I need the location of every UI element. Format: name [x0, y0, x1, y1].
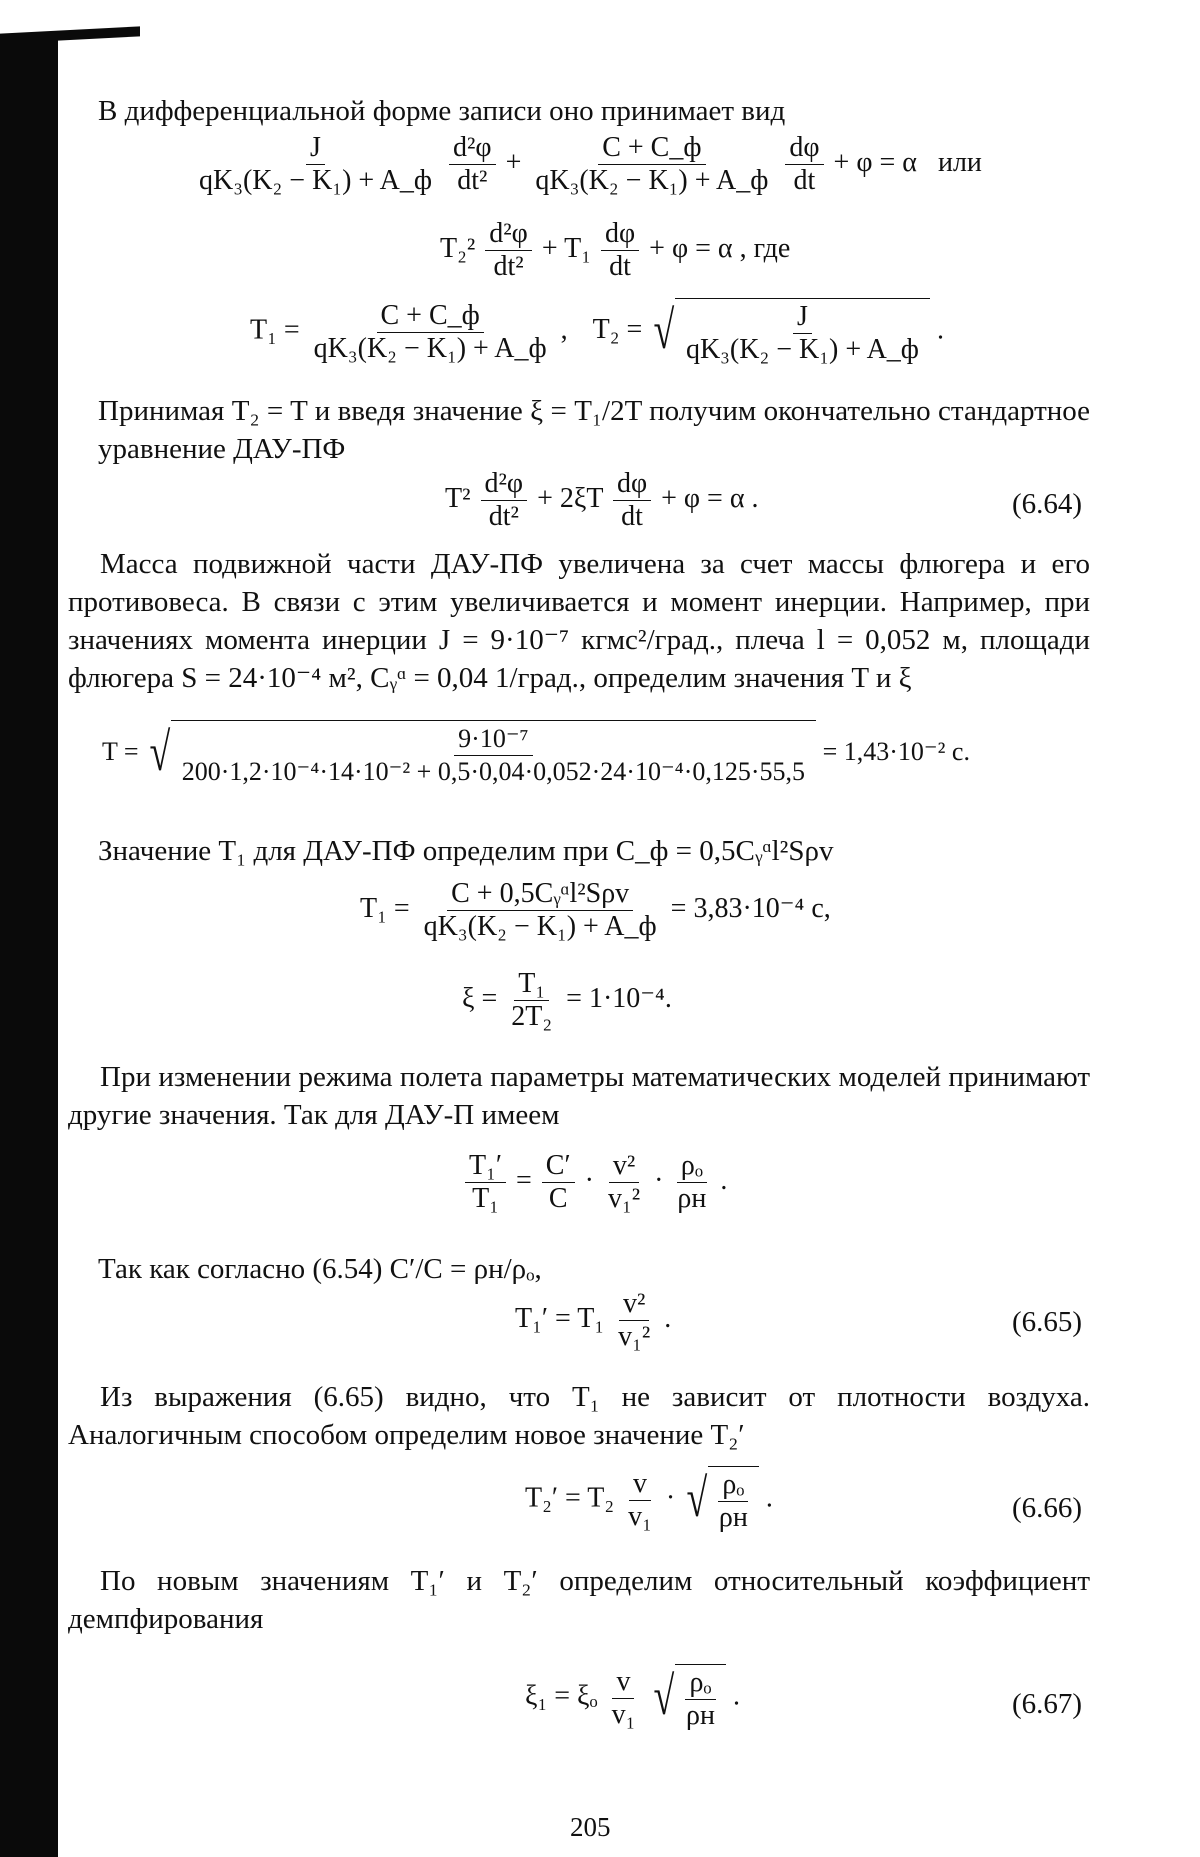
- equation-6-65: [515, 1288, 671, 1353]
- numerator: ρₒ: [685, 1667, 715, 1700]
- fraction: [613, 468, 651, 533]
- fraction: [449, 132, 496, 197]
- radical-sign: √: [149, 722, 171, 782]
- fraction: [682, 1667, 719, 1732]
- dot-operator: ·: [665, 1482, 676, 1514]
- denominator: v₁: [628, 1500, 652, 1532]
- equation-lead: T =: [102, 736, 139, 766]
- denominator: qK₃(K₂ − K₁) + A_ф: [313, 332, 547, 364]
- equation-lead: T₂²: [440, 232, 476, 264]
- denominator: qK₃(K₂ − K₁) + A_ф: [685, 334, 919, 365]
- numerator: C′: [542, 1150, 575, 1183]
- equation-mid: + T₁: [541, 232, 591, 264]
- numerator: T₁′: [465, 1150, 506, 1183]
- denominator: ρн: [718, 1502, 748, 1533]
- equation-tail: = 1·10⁻⁴.: [566, 982, 672, 1014]
- equation-mid: + 2ξT: [537, 482, 603, 514]
- denominator: dt: [793, 165, 816, 196]
- equation-tail: = 3,83·10⁻⁴ с,: [670, 892, 831, 924]
- square-root: [682, 1466, 759, 1534]
- equation-6-64: [445, 468, 759, 533]
- numerator: J: [306, 132, 325, 165]
- radical-sign: √: [686, 1468, 708, 1528]
- intro-text: В дифференциальной форме записи оно принимает вид: [98, 95, 786, 127]
- paragraph-5: Так как согласно (6.54) C′/C = ρн/ρₒ,: [98, 1253, 542, 1285]
- fraction: [785, 132, 823, 197]
- equation-ratio: [462, 1150, 727, 1215]
- equation-3: [250, 298, 944, 366]
- numerator: dφ: [613, 468, 651, 501]
- denominator: dt: [621, 501, 643, 532]
- numerator: dφ: [785, 132, 823, 165]
- denominator: 2T₂: [511, 1001, 553, 1032]
- equation-tail: + φ = α: [833, 146, 917, 178]
- separator: ,: [560, 314, 568, 346]
- denominator: v₁: [611, 1698, 636, 1730]
- fraction: [715, 1469, 752, 1534]
- denominator: ρн: [677, 1183, 707, 1214]
- equation-lead: ξ =: [462, 982, 498, 1014]
- binding-edge: [0, 40, 58, 1857]
- denominator: qK₃(K₂ − K₁) + A_ф: [199, 165, 432, 196]
- equation-1: [192, 132, 982, 197]
- square-root: [649, 1664, 726, 1732]
- fraction: [682, 301, 923, 366]
- denominator: ρн: [686, 1700, 715, 1731]
- equation-6-67: [525, 1664, 740, 1732]
- denominator: v₁²: [607, 1183, 641, 1214]
- paragraph-4: При изменении режима полета параметры математических моделей принимают другие значения. Так для ДАУ-П имеем: [68, 1061, 1090, 1131]
- numerator: v: [629, 1468, 651, 1501]
- plus-sign: +: [505, 146, 522, 178]
- fraction: [608, 1666, 640, 1731]
- fraction: [195, 132, 436, 197]
- denominator: v₁²: [618, 1321, 651, 1352]
- fraction: [420, 878, 661, 943]
- equation-tail: = 1,43·10⁻² с.: [822, 736, 970, 766]
- denominator: qK₃(K₂ − K₁) + A_ф: [423, 911, 657, 942]
- equation-end: .: [664, 1302, 672, 1334]
- fraction: [178, 723, 809, 788]
- equation-end: .: [765, 1482, 773, 1514]
- fraction: [481, 468, 528, 533]
- numerator: 9·10⁻⁷: [454, 723, 532, 756]
- equation-T: [102, 720, 970, 788]
- numerator: ρₒ: [677, 1150, 707, 1183]
- fraction: [673, 1150, 710, 1215]
- fraction: [507, 968, 556, 1033]
- numerator: dφ: [601, 218, 639, 251]
- fraction: [542, 1150, 575, 1215]
- denominator: dt²: [493, 251, 524, 282]
- denominator: dt²: [488, 501, 519, 532]
- equation-word: или: [937, 146, 982, 178]
- equation-end: .: [720, 1164, 728, 1196]
- fraction: [485, 218, 532, 283]
- numerator: T₁: [514, 968, 549, 1001]
- square-root: [649, 298, 930, 366]
- page-number: 205: [570, 1812, 611, 1842]
- numerator: d²φ: [449, 132, 496, 165]
- equation-tail: + φ = α , где: [649, 232, 791, 264]
- equation-number: (6.64): [1012, 488, 1083, 520]
- numerator: v: [612, 1666, 634, 1699]
- dot-operator: ·: [654, 1164, 664, 1196]
- equation-tail: + φ = α .: [661, 482, 759, 514]
- denominator: dt: [609, 251, 631, 282]
- equation-T1: [360, 878, 831, 943]
- denominator: qK₃(K₂ − K₁) + A_ф: [535, 165, 769, 196]
- equation-lead: ξ₁ = ξₒ: [525, 1680, 598, 1712]
- numerator: d²φ: [485, 218, 532, 251]
- numerator: C + C_ф: [377, 300, 484, 333]
- numerator: C + C_ф: [598, 132, 705, 165]
- radical-sign: √: [653, 1666, 675, 1726]
- denominator: C: [548, 1183, 568, 1214]
- square-root: [145, 720, 816, 788]
- equation-end: .: [732, 1680, 740, 1712]
- fraction: [310, 300, 551, 365]
- fraction: [624, 1468, 656, 1533]
- dot-operator: ·: [584, 1164, 594, 1196]
- equation-lead: T₂′ = T₂: [525, 1482, 615, 1514]
- equation-end: .: [936, 314, 944, 346]
- denominator: 200·1,2·10⁻⁴·14·10⁻² + 0,5·0,04·0,052·24·10⁻⁴·0,125·55,5: [181, 757, 806, 786]
- fraction: [604, 1150, 644, 1215]
- equation-lead: T₁ =: [360, 892, 410, 924]
- radical-sign: √: [653, 300, 675, 360]
- equation-xi: [462, 968, 672, 1033]
- equation-number: (6.67): [1012, 1688, 1083, 1720]
- denominator: dt²: [457, 165, 488, 196]
- fraction: [601, 218, 639, 283]
- numerator: C + 0,5Cᵧᵅl²Sρv: [447, 878, 633, 911]
- equation-lead: T₁′ = T₁: [515, 1302, 605, 1334]
- denominator: T₁: [472, 1183, 499, 1214]
- equals-sign: =: [516, 1164, 532, 1196]
- equation-6-66: [525, 1466, 773, 1534]
- paragraph-1: Принимая T₂ = T и введя значение ξ = T₁/2T получим окончательно стандартное уравнение ДАУ-ПФ: [98, 395, 1090, 465]
- equation-lead: T₁ =: [250, 314, 300, 346]
- equation-number: (6.66): [1012, 1492, 1083, 1524]
- numerator: v²: [619, 1288, 649, 1321]
- paragraph-7: По новым значениям T₁′ и T₂′ определим относительный коэффициент демпфирования: [68, 1565, 1090, 1635]
- equation-lead: T²: [445, 482, 471, 514]
- equation-number: (6.65): [1012, 1306, 1083, 1338]
- equation-2: [440, 218, 790, 283]
- paragraph-3: Значение T₁ для ДАУ-ПФ определим при C_ф = 0,5Cᵧᵅl²Sρv: [98, 835, 834, 867]
- numerator: ρₒ: [718, 1469, 748, 1502]
- fraction: [614, 1288, 654, 1353]
- paragraph-2: Масса подвижной части ДАУ-ПФ увеличена за счет массы флюгера и его противовеса. В связи с этим увеличивается и момент инерции. Например, при значениях момента инерции J = 9·10⁻⁷ кгмс²/град., плеча l = 0,052 м, площади флюгера S = 24·10⁻⁴ м², Cᵧᵅ = 0,04 1/град., определим значения T и ξ: [68, 548, 1090, 694]
- numerator: v²: [609, 1150, 639, 1183]
- equation-lead: T₂ =: [592, 314, 643, 346]
- fraction: [465, 1150, 506, 1215]
- fraction: [531, 132, 772, 197]
- paragraph-6: Из выражения (6.65) видно, что T₁ не зависит от плотности воздуха. Аналогичным способом определим новое значение T₂′: [68, 1381, 1090, 1451]
- numerator: d²φ: [481, 468, 528, 501]
- numerator: J: [793, 301, 812, 334]
